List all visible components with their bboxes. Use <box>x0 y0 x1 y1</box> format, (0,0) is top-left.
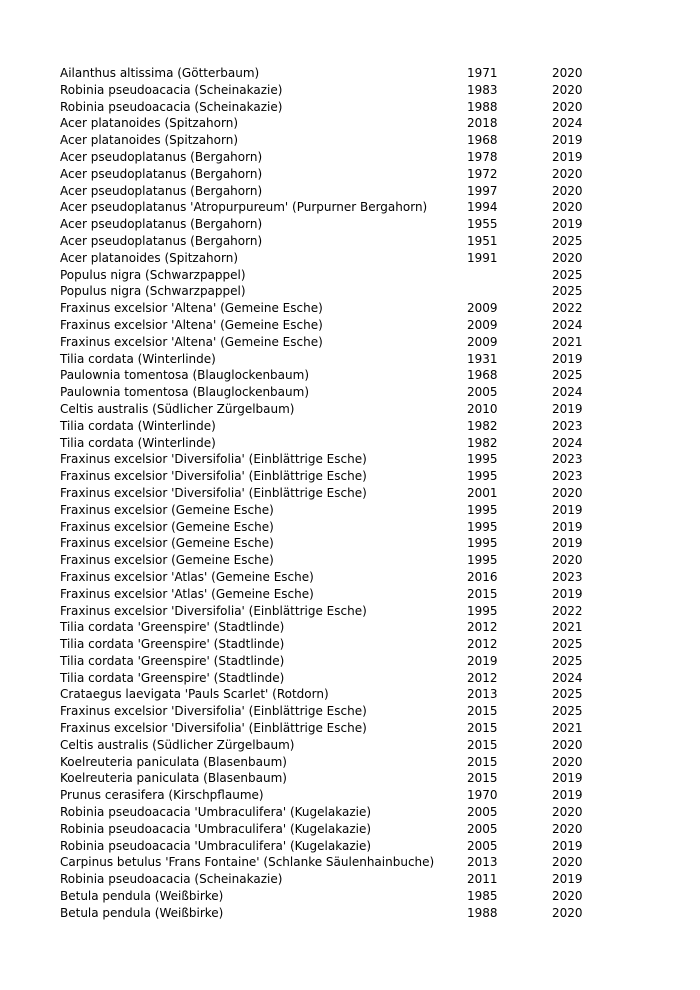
table-row <box>60 435 600 452</box>
table-row <box>60 384 600 401</box>
planting-year: 2015 <box>467 721 498 736</box>
planting-year: 1988 <box>467 99 498 114</box>
planting-year: 2012 <box>467 670 498 685</box>
planting-year: 1995 <box>467 553 498 568</box>
species-name: Paulownia tomentosa (Blauglockenbaum) <box>60 368 309 383</box>
species-name: Acer pseudoplatanus (Bergahorn) <box>60 166 263 181</box>
inspection-year: 2020 <box>552 250 583 265</box>
table-row <box>60 451 600 468</box>
planting-year: 1951 <box>467 233 498 248</box>
inspection-year: 2019 <box>552 838 583 853</box>
table-row <box>60 233 600 250</box>
table-row <box>60 535 600 552</box>
inspection-year: 2025 <box>552 704 583 719</box>
species-name: Acer platanoides (Spitzahorn) <box>60 133 239 148</box>
species-name: Koelreuteria paniculata (Blasenbaum) <box>60 771 287 786</box>
species-name: Fraxinus excelsior (Gemeine Esche) <box>60 536 274 551</box>
planting-year: 1982 <box>467 435 498 450</box>
inspection-year: 2019 <box>552 149 583 164</box>
table-row <box>60 502 600 519</box>
table-row <box>60 905 600 922</box>
planting-year: 2012 <box>467 637 498 652</box>
planting-year: 1972 <box>467 166 498 181</box>
planting-year: 2018 <box>467 116 498 131</box>
inspection-year: 2024 <box>552 385 583 400</box>
species-name: Acer pseudoplatanus (Bergahorn) <box>60 183 263 198</box>
table-row <box>60 586 600 603</box>
species-name: Acer pseudoplatanus (Bergahorn) <box>60 217 263 232</box>
planting-year: 2009 <box>467 317 498 332</box>
species-name: Robinia pseudoacacia (Scheinakazie) <box>60 99 283 114</box>
inspection-year: 2025 <box>552 687 583 702</box>
inspection-year: 2025 <box>552 284 583 299</box>
species-name: Acer platanoides (Spitzahorn) <box>60 250 239 265</box>
species-name: Robinia pseudoacacia 'Umbraculifera' (Kugelakazie) <box>60 805 372 820</box>
table-row <box>60 519 600 536</box>
table-row <box>60 569 600 586</box>
planting-year: 1971 <box>467 66 498 80</box>
table-row <box>60 183 600 200</box>
table-row <box>60 636 600 653</box>
species-name: Acer platanoides (Spitzahorn) <box>60 116 239 131</box>
planting-year: 1985 <box>467 889 498 904</box>
table-row <box>60 552 600 569</box>
species-name: Celtis australis (Südlicher Zürgelbaum) <box>60 737 295 752</box>
inspection-year: 2021 <box>552 620 583 635</box>
table-row <box>60 619 600 636</box>
table-row <box>60 871 600 888</box>
inspection-year: 2019 <box>552 351 583 366</box>
inspection-year: 2020 <box>552 82 583 97</box>
species-name: Tilia cordata (Winterlinde) <box>60 418 216 433</box>
planting-year: 1995 <box>467 502 498 517</box>
species-name: Fraxinus excelsior 'Diversifolia' (Einblättrige Esche) <box>60 603 367 618</box>
planting-year: 2015 <box>467 704 498 719</box>
table-row <box>60 82 600 99</box>
planting-year: 1955 <box>467 217 498 232</box>
inspection-year: 2023 <box>552 469 583 484</box>
planting-year: 1991 <box>467 250 498 265</box>
table-row <box>60 267 600 284</box>
planting-year: 2011 <box>467 872 498 887</box>
species-name: Fraxinus excelsior 'Atlas' (Gemeine Esche) <box>60 569 314 584</box>
planting-year: 2013 <box>467 855 498 870</box>
table-row <box>60 787 600 804</box>
inspection-year: 2021 <box>552 721 583 736</box>
planting-year: 1997 <box>467 183 498 198</box>
table-row <box>60 367 600 384</box>
table-row <box>60 334 600 351</box>
inspection-year: 2019 <box>552 771 583 786</box>
inspection-year: 2020 <box>552 821 583 836</box>
species-name: Tilia cordata 'Greenspire' (Stadtlinde) <box>60 653 285 668</box>
inspection-year: 2025 <box>552 653 583 668</box>
species-name: Populus nigra (Schwarzpappel) <box>60 267 246 282</box>
species-name: Tilia cordata 'Greenspire' (Stadtlinde) <box>60 620 285 635</box>
table-row <box>60 754 600 771</box>
planting-year: 2005 <box>467 821 498 836</box>
table-row <box>60 603 600 620</box>
inspection-year: 2024 <box>552 317 583 332</box>
inspection-year: 2022 <box>552 301 583 316</box>
inspection-year: 2021 <box>552 334 583 349</box>
species-name: Tilia cordata 'Greenspire' (Stadtlinde) <box>60 637 285 652</box>
planting-year: 2019 <box>467 653 498 668</box>
planting-year: 1968 <box>467 133 498 148</box>
planting-year: 1994 <box>467 200 498 215</box>
planting-year: 2015 <box>467 586 498 601</box>
inspection-year: 2020 <box>552 166 583 181</box>
species-name: Tilia cordata 'Greenspire' (Stadtlinde) <box>60 670 285 685</box>
table-row <box>60 770 600 787</box>
table-row <box>60 485 600 502</box>
table-row <box>60 418 600 435</box>
planting-year: 1995 <box>467 536 498 551</box>
species-name: Populus nigra (Schwarzpappel) <box>60 284 246 299</box>
table-row <box>60 132 600 149</box>
inspection-year: 2019 <box>552 217 583 232</box>
planting-year: 2015 <box>467 737 498 752</box>
planting-year: 2010 <box>467 401 498 416</box>
species-name: Fraxinus excelsior 'Altena' (Gemeine Esche) <box>60 301 323 316</box>
planting-year: 2015 <box>467 754 498 769</box>
inspection-year: 2020 <box>552 66 583 80</box>
inspection-year: 2023 <box>552 569 583 584</box>
table-row <box>60 317 600 334</box>
species-name: Tilia cordata (Winterlinde) <box>60 351 216 366</box>
inspection-year: 2025 <box>552 233 583 248</box>
planting-year: 1978 <box>467 149 498 164</box>
planting-year: 1995 <box>467 452 498 467</box>
species-name: Robinia pseudoacacia 'Umbraculifera' (Kugelakazie) <box>60 821 372 836</box>
table-row <box>60 166 600 183</box>
species-name: Carpinus betulus 'Frans Fontaine' (Schlanke Säulenhainbuche) <box>60 855 435 870</box>
inspection-year: 2025 <box>552 368 583 383</box>
planting-year: 2005 <box>467 838 498 853</box>
tree-table <box>60 65 600 922</box>
inspection-year: 2022 <box>552 603 583 618</box>
inspection-year: 2023 <box>552 452 583 467</box>
species-name: Robinia pseudoacacia (Scheinakazie) <box>60 872 283 887</box>
planting-year: 2009 <box>467 301 498 316</box>
table-row <box>60 149 600 166</box>
planting-year: 2009 <box>467 334 498 349</box>
planting-year: 2005 <box>467 385 498 400</box>
inspection-year: 2019 <box>552 788 583 803</box>
species-name: Fraxinus excelsior 'Diversifolia' (Einblättrige Esche) <box>60 469 367 484</box>
species-name: Fraxinus excelsior (Gemeine Esche) <box>60 519 274 534</box>
inspection-year: 2019 <box>552 586 583 601</box>
table-row <box>60 737 600 754</box>
inspection-year: 2020 <box>552 754 583 769</box>
planting-year: 1995 <box>467 603 498 618</box>
planting-year: 1988 <box>467 905 498 920</box>
table-row <box>60 199 600 216</box>
table-row <box>60 821 600 838</box>
species-name: Fraxinus excelsior 'Diversifolia' (Einblättrige Esche) <box>60 721 367 736</box>
inspection-year: 2020 <box>552 855 583 870</box>
planting-year: 1995 <box>467 469 498 484</box>
table-row <box>60 838 600 855</box>
table-row <box>60 250 600 267</box>
table-row <box>60 216 600 233</box>
inspection-year: 2025 <box>552 637 583 652</box>
species-name: Fraxinus excelsior 'Altena' (Gemeine Esche) <box>60 317 323 332</box>
species-name: Ailanthus altissima (Götterbaum) <box>60 66 260 80</box>
inspection-year: 2019 <box>552 872 583 887</box>
table-row <box>60 804 600 821</box>
inspection-year: 2020 <box>552 805 583 820</box>
inspection-year: 2025 <box>552 267 583 282</box>
planting-year: 2016 <box>467 569 498 584</box>
table-row <box>60 720 600 737</box>
table-row <box>60 468 600 485</box>
planting-year: 1968 <box>467 368 498 383</box>
table-row <box>60 670 600 687</box>
inspection-year: 2024 <box>552 116 583 131</box>
species-name: Fraxinus excelsior 'Diversifolia' (Einblättrige Esche) <box>60 704 367 719</box>
table-row <box>60 99 600 116</box>
inspection-year: 2020 <box>552 553 583 568</box>
planting-year: 1995 <box>467 519 498 534</box>
table-row <box>60 115 600 132</box>
species-name: Acer pseudoplatanus 'Atropurpureum' (Purpurner Bergahorn) <box>60 200 428 215</box>
table-row <box>60 351 600 368</box>
planting-year: 2012 <box>467 620 498 635</box>
inspection-year: 2020 <box>552 905 583 920</box>
species-name: Betula pendula (Weißbirke) <box>60 889 224 904</box>
table-row <box>60 686 600 703</box>
table-row <box>60 65 600 82</box>
species-name: Paulownia tomentosa (Blauglockenbaum) <box>60 385 309 400</box>
planting-year: 1931 <box>467 351 498 366</box>
inspection-year: 2024 <box>552 435 583 450</box>
table-row <box>60 300 600 317</box>
species-name: Acer pseudoplatanus (Bergahorn) <box>60 233 263 248</box>
species-name: Betula pendula (Weißbirke) <box>60 905 224 920</box>
inspection-year: 2019 <box>552 536 583 551</box>
inspection-year: 2019 <box>552 133 583 148</box>
species-name: Celtis australis (Südlicher Zürgelbaum) <box>60 401 295 416</box>
species-name: Koelreuteria paniculata (Blasenbaum) <box>60 754 287 769</box>
planting-year: 2013 <box>467 687 498 702</box>
table-row <box>60 653 600 670</box>
species-name: Acer pseudoplatanus (Bergahorn) <box>60 149 263 164</box>
table-row <box>60 854 600 871</box>
species-name: Crataegus laevigata 'Pauls Scarlet' (Rotdorn) <box>60 687 329 702</box>
planting-year: 2001 <box>467 485 498 500</box>
species-name: Fraxinus excelsior 'Altena' (Gemeine Esche) <box>60 334 323 349</box>
species-name: Robinia pseudoacacia 'Umbraculifera' (Kugelakazie) <box>60 838 372 853</box>
inspection-year: 2020 <box>552 183 583 198</box>
species-name: Fraxinus excelsior (Gemeine Esche) <box>60 553 274 568</box>
species-name: Prunus cerasifera (Kirschpflaume) <box>60 788 264 803</box>
table-row <box>60 401 600 418</box>
inspection-year: 2020 <box>552 485 583 500</box>
table-row <box>60 703 600 720</box>
inspection-year: 2019 <box>552 519 583 534</box>
planting-year: 2015 <box>467 771 498 786</box>
table-row <box>60 283 600 300</box>
table-row <box>60 888 600 905</box>
species-name: Fraxinus excelsior 'Diversifolia' (Einblättrige Esche) <box>60 485 367 500</box>
planting-year: 1982 <box>467 418 498 433</box>
inspection-year: 2020 <box>552 737 583 752</box>
inspection-year: 2020 <box>552 889 583 904</box>
species-name: Fraxinus excelsior 'Diversifolia' (Einblättrige Esche) <box>60 452 367 467</box>
species-name: Tilia cordata (Winterlinde) <box>60 435 216 450</box>
species-name: Robinia pseudoacacia (Scheinakazie) <box>60 82 283 97</box>
planting-year: 1970 <box>467 788 498 803</box>
inspection-year: 2020 <box>552 200 583 215</box>
planting-year: 1983 <box>467 82 498 97</box>
species-name: Fraxinus excelsior 'Atlas' (Gemeine Esche) <box>60 586 314 601</box>
planting-year: 2005 <box>467 805 498 820</box>
inspection-year: 2019 <box>552 502 583 517</box>
inspection-year: 2024 <box>552 670 583 685</box>
species-name: Fraxinus excelsior (Gemeine Esche) <box>60 502 274 517</box>
inspection-year: 2019 <box>552 401 583 416</box>
inspection-year: 2020 <box>552 99 583 114</box>
inspection-year: 2023 <box>552 418 583 433</box>
